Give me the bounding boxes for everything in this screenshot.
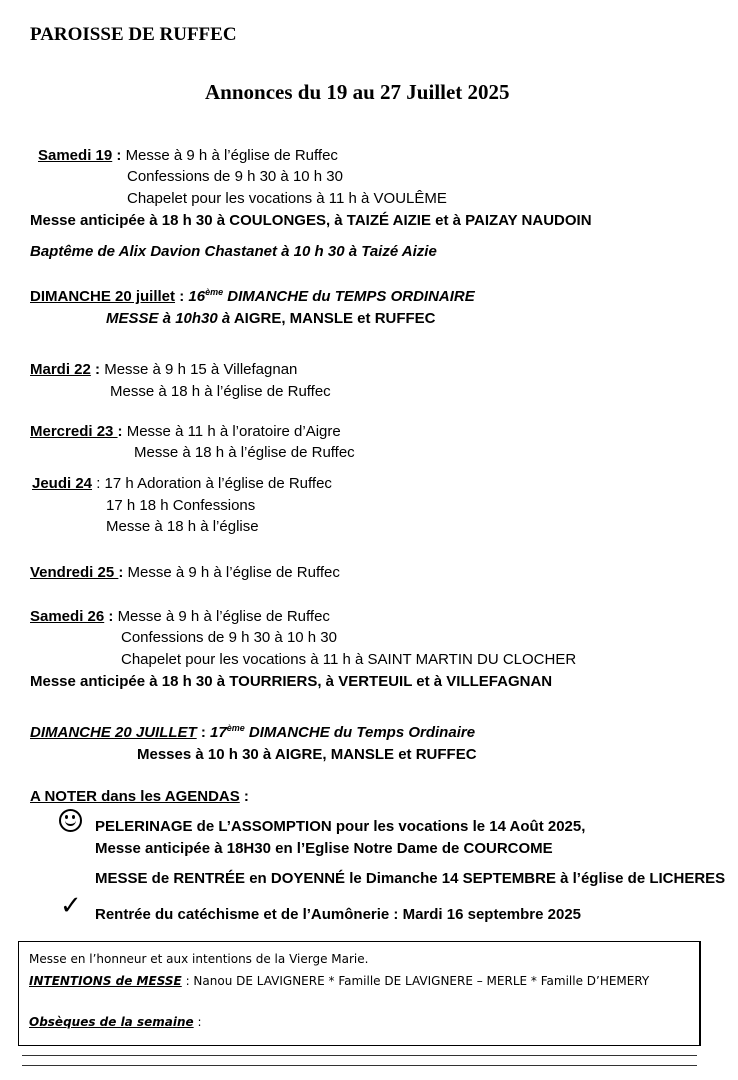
schedule-item: Chapelet pour les vocations à 11 h à VOULÊME [127,190,447,207]
schedule-item: Confessions de 9 h 30 à 10 h 30 [121,629,337,646]
page-title: Annonces du 19 au 27 Juillet 2025 [205,80,510,104]
intentions-line [29,974,649,989]
separator: : [239,788,249,805]
separator: : [193,1015,202,1029]
ordinal-suffix: ème [205,287,224,297]
day-label: Mardi 22 [30,361,91,378]
schedule-item: 17 h 18 h Confessions [106,497,256,514]
ordinal-suffix: ème [226,723,245,733]
bottom-rule [22,1055,697,1056]
friday-25-line-1 [30,564,340,582]
sunday-27-masses: Messes à 10 h 30 à AIGRE, MANSLE et RUFFEC [137,746,477,763]
ordinal: 16 [188,288,206,305]
baptism-notice: Baptême de Alix Davion Chastanet à 10 h 30 à Taizé Aizie [30,243,437,260]
day-label: Samedi 26 [30,608,105,625]
intentions-label: INTENTIONS de MESSE [29,974,182,988]
schedule-item: Messe à 9 h à l’église de Ruffec [125,147,338,164]
separator: : [196,724,211,741]
schedule-item: Messe à 11 h à l’oratoire d’Aigre [126,423,341,440]
sunday-20-heading [30,288,475,306]
mass-places: AIGRE, MANSLE et RUFFEC [230,310,436,327]
bottom-rule [22,1065,697,1066]
agenda-heading-label: A NOTER dans les AGENDAS [30,788,240,805]
liturgical-title: DIMANCHE du TEMPS ORDINAIRE [223,288,475,305]
anticipated-mass: Messe anticipée à 18 h 30 à COULONGES, à TAIZÉ AIZIE et à PAIZAY NAUDOIN [30,212,592,229]
day-label: Jeudi 24 [32,475,93,492]
funerals-line [29,1015,202,1030]
schedule-item: Messe à 18 h à l’église de Ruffec [110,383,331,400]
sunday-20-masses [106,310,436,328]
saturday-19-line-1 [38,147,338,165]
saturday-26-line-1 [30,608,330,626]
schedule-item: Messe à 9 h à l’église de Ruffec [127,564,340,581]
intentions-box [18,941,701,1046]
liturgical-title: DIMANCHE du Temps Ordinaire [244,724,476,741]
rentree-mass-notice: MESSE de RENTRÉE en DOYENNÉ le Dimanche 14 SEPTEMBRE à l’église de LICHERES [95,870,726,887]
smiley-icon [59,809,82,832]
funerals-label: Obsèques de la semaine [29,1015,194,1029]
schedule-item: Messe à 9 h à l’église de Ruffec [117,608,330,625]
schedule-item: Chapelet pour les vocations à 11 h à SAINT MARTIN DU CLOCHER [121,651,577,668]
separator: : [117,423,127,440]
day-label: DIMANCHE 20 JUILLET [30,724,197,741]
tuesday-22-line-1 [30,361,297,379]
separator: : [92,475,105,492]
ordinal: 17 [210,724,227,741]
agenda-heading [30,788,249,806]
separator: : [90,361,105,378]
separator: : [118,564,128,581]
check-icon: ✓ [60,891,82,921]
schedule-item: Messe à 18 h à l’église de Ruffec [134,444,355,461]
day-label: Mercredi 23 [30,423,118,440]
schedule-item: Confessions de 9 h 30 à 10 h 30 [127,168,343,185]
schedule-item: Messe à 18 h à l’église [106,518,259,535]
separator: : [181,974,194,988]
mass-time: MESSE à 10h30 à [106,310,231,327]
schedule-item: 17 h Adoration à l’église de Ruffec [104,475,332,492]
thursday-24-line-1 [32,475,332,493]
pilgrimage-notice: PELERINAGE de L’ASSOMPTION pour les vocations le 14 Août 2025, [95,818,586,835]
intentions-intro: Messe en l’honneur et aux intentions de la Vierge Marie. [29,952,369,966]
day-label: Samedi 19 [38,147,113,164]
pilgrimage-mass: Messe anticipée à 18H30 en l’Eglise Notre Dame de COURCOME [95,840,553,857]
anticipated-mass: Messe anticipée à 18 h 30 à TOURRIERS, à VERTEUIL et à VILLEFAGNAN [30,673,553,690]
day-label: Vendredi 25 [30,564,119,581]
catechism-notice: Rentrée du catéchisme et de l’Aumônerie : Mardi 16 septembre 2025 [95,906,582,923]
wednesday-23-line-1 [30,423,341,441]
intentions-names: Nanou DE LAVIGNERE * Famille DE LAVIGNERE – MERLE * Famille D’HEMERY [193,974,650,988]
sunday-27-heading [30,724,475,742]
parish-name: PAROISSE DE RUFFEC [30,24,237,45]
day-label: DIMANCHE 20 juillet [30,288,176,305]
separator: : [104,608,118,625]
separator: : [112,147,126,164]
separator: : [175,288,189,305]
schedule-item: Messe à 9 h 15 à Villefagnan [104,361,298,378]
